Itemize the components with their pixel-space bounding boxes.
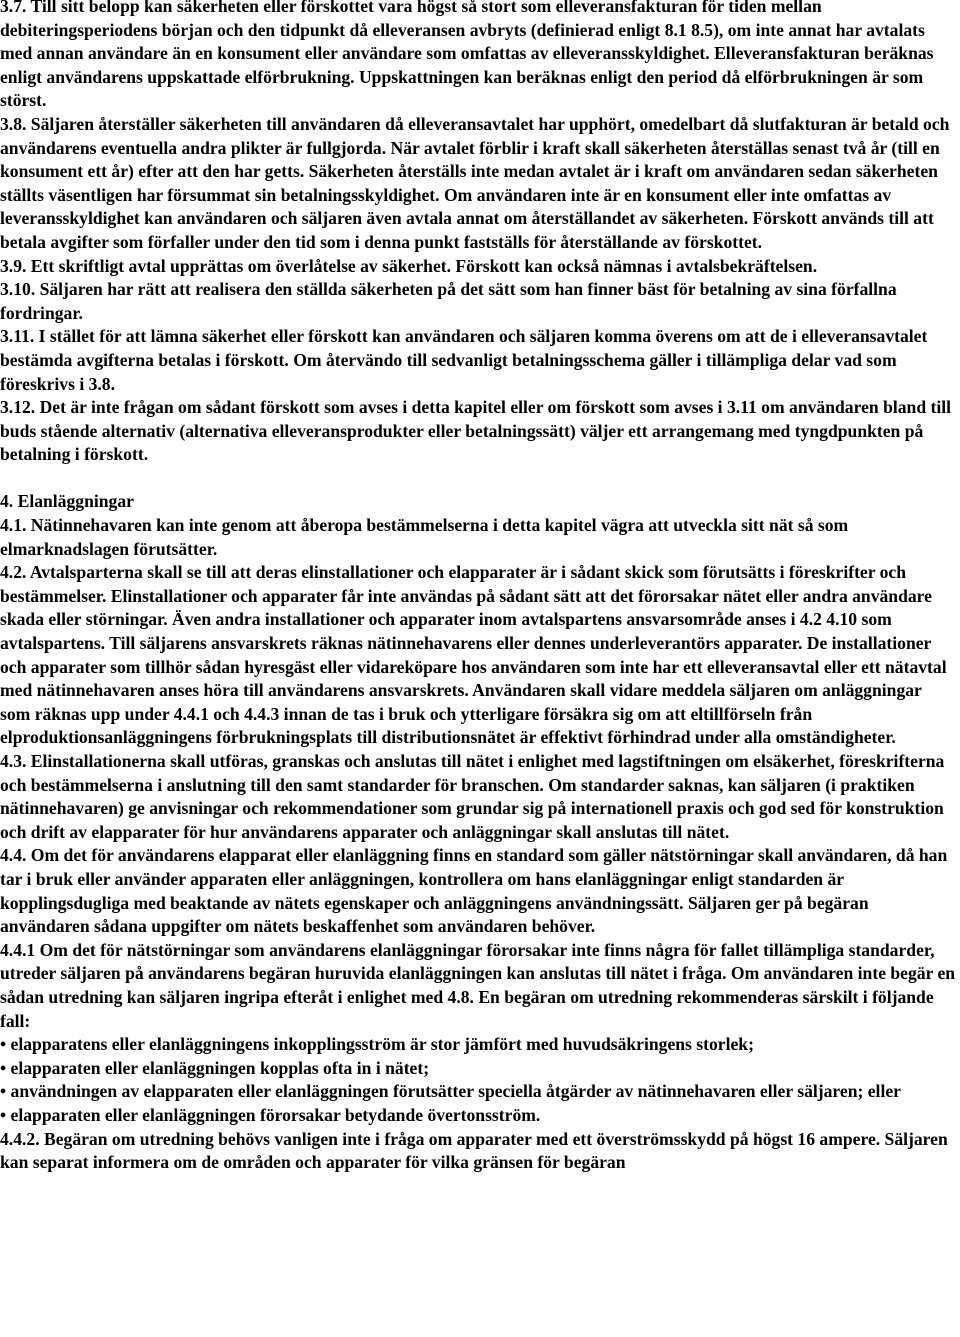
section-4-3-paragraph: 4.3. Elinstallationerna skall utföras, granskas och anslutas till nätet i enlighet med lagstiftningen om elsäkerhet, föreskrifterna och bestämmelserna i anslutning till den samt standarder för branschen. Om standarder saknas, kan säljaren (i praktiken nätinnehavaren) ge anvisningar och rekommendationer som grundar sig på internationell praxis och god sed för konstruktion och drift av elapparater för hur användarens apparater och anläggningar skall anslutas till nätet. [0, 751, 945, 842]
bullet-item: • användningen av elapparaten eller elanläggningen förutsätter speciella åtgärder av nätinnehavaren eller säljaren; eller [0, 1081, 901, 1102]
section-4-2-paragraph: 4.2. Avtalsparterna skall se till att deras elinstallationer och elapparater är i sådant skick som förutsätts i föreskrifter och bestämmelser. Elinstallationer och apparater får inte användas på sådant sätt att det förorsakar nätet eller andra användare skada eller störningar. Även andra installationer och apparater inom avtalspartens ansvarsområde anses i 4.2 4.10 som avtalspartens. Till säljarens ansvarskrets räknas nätinnehavarens eller dennes underleverantörs apparater. De installationer och apparater som tillhör sådan hyresgäst eller vidareköpare hos användaren som inte har ett elleveransavtal eller ett nätavtal med nätinnehavaren anses höra till användarens ansvarskrets. Användaren skall vidare meddela säljaren om anläggningar som räknas upp under 4.4.1 och 4.4.3 innan de tas i bruk och ytterligare försäkra sig om att eltillförseln från elproduktionsanläggningens förbrukningsplats till distributionsnätet är effektivt förhindrad under alla omständigheter. [0, 562, 947, 748]
bullet-item: • elapparatens eller elanläggningens inkopplingsström är stor jämfört med huvudsäkringens storlek; [0, 1034, 754, 1055]
section-4-heading: 4. Elanläggningar [0, 491, 134, 512]
section-3-11-paragraph: 3.11. I stället för att lämna säkerhet eller förskott kan användaren och säljaren komma överens om att de i elleveransavtalet bestämda avgifterna betalas i förskott. Om återvändo till sedvanligt betalningsschema gäller i tillämpliga delar vad som föreskrivs i 3.8. [0, 326, 928, 394]
section-3-7-paragraph: 3.7. Till sitt belopp kan säkerheten eller förskottet vara högst så stort som elleveransfakturan för tiden mellan debiteringsperiodens början och den tidpunkt då elleveransen avbryts (definierad enligt 8.1 8.5), om inte annat har avtalats med annan användare än en konsument eller användare som omfattas av elleveransskyldighet. Elleveransfakturan beräknas enligt användarens uppskattade elförbrukning. Uppskattningen kan beräknas enligt den period då elförbrukningen är som störst. [0, 0, 934, 111]
bullet-item: • elapparaten eller elanläggningen kopplas ofta in i nätet; [0, 1057, 430, 1078]
section-3-10-paragraph: 3.10. Säljaren har rätt att realisera den ställda säkerheten på det sätt som han finner bäst för betalning av sina förfallna fordringar. [0, 279, 897, 323]
section-4-4-2-paragraph: 4.4.2. Begäran om utredning behövs vanligen inte i fråga om apparater med ett överströmsskydd på högst 16 ampere. Säljaren kan separat informera om de områden och apparater för vilka gränsen för begäran [0, 1128, 948, 1173]
section-3-12-paragraph: 3.12. Det är inte frågan om sådant förskott som avses i detta kapitel eller om förskott som avses i 3.11 om användaren bland till buds stående alternativ (alternativa elleveransprodukter eller betalningssätt) väljer ett arrangemang med tyngdpunkten på betalning i förskott. [0, 397, 952, 465]
section-gap [0, 467, 956, 491]
bullet-item: • elapparaten eller elanläggningen förorsakar betydande övertonsström. [0, 1104, 541, 1125]
section-3-9-paragraph: 3.9. Ett skriftligt avtal upprättas om överlåtelse av säkerhet. Förskott kan också nämnas i avtalsbekräftelsen. [0, 255, 818, 276]
section-4-4-paragraph: 4.4. Om det för användarens elapparat eller elanläggning finns en standard som gäller nätstörningar skall användaren, då han tar i bruk eller använder apparaten eller anläggningen, kontrollera om hans elanläggningar enligt standarden är kopplingsdugliga med beaktande av nätets egenskaper och anläggningens användningssätt. Säljaren ger på begäran användaren sådana uppgifter om nätets beskaffenhet som användaren behöver. [0, 845, 948, 937]
section-4-4-1-paragraph: 4.4.1 Om det för nätstörningar som användarens elanläggningar förorsakar inte finns några för fallet tillämpliga standarder, utreder säljaren på användarens begäran huruvida elanläggningen kan anslutas till nätet i fråga. Om användaren inte begär en sådan utredning kan säljaren ingripa efteråt i enlighet med 4.8. En begäran om utredning rekommenderas särskilt i följande fall: [0, 939, 956, 1031]
section-4-1-paragraph: 4.1. Nätinnehavaren kan inte genom att åberopa bestämmelserna i detta kapitel vägra att utveckla sitt nät så som elmarknadslagen förutsätter. [0, 515, 849, 559]
section-3-8-paragraph: 3.8. Säljaren återställer säkerheten till användaren då elleveransavtalet har upphört, omedelbart då slutfakturan är betald och användarens eventuella andra plikter är fullgjorda. När avtalet förblir i kraft skall säkerheten återställas senast två år (till en konsument ett år) efter att den har getts. Säkerheten återställs inte medan avtalet är i kraft om användaren sedan säkerheten ställts väsentligen har försummat sin betalningsskyldighet. Om användaren inte är en konsument eller inte omfattas av leveransskyldighet kan användaren och säljaren även avtala annat om återställandet av säkerheten. Förskott används till att betala avgifter som förfaller under den tid som i denna punkt fastställs för återställande av förskottet. [0, 113, 950, 252]
